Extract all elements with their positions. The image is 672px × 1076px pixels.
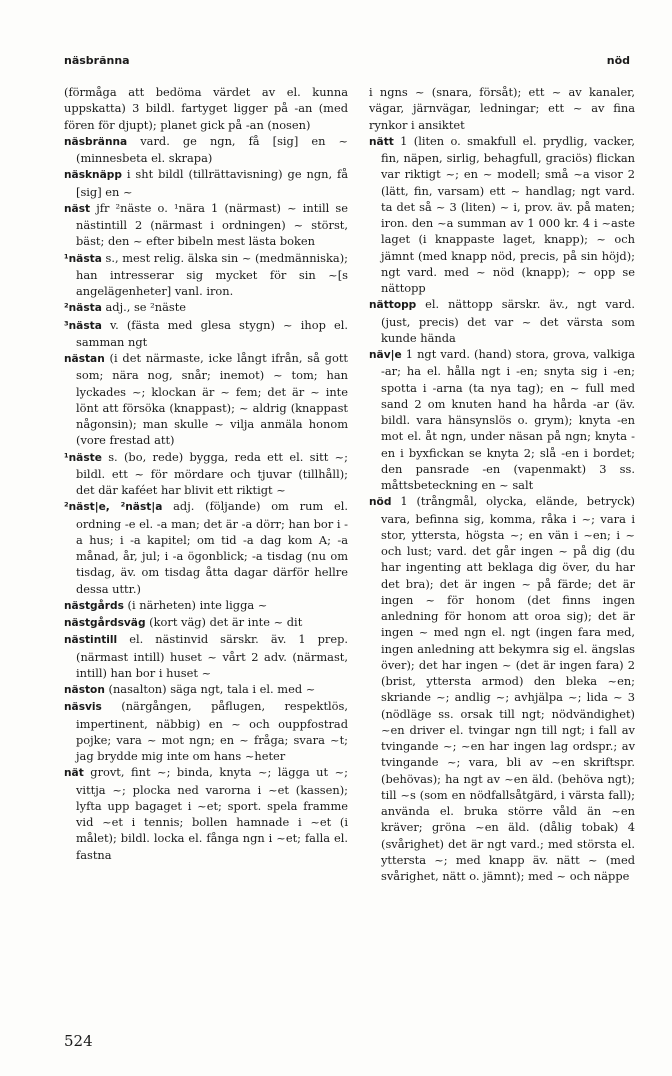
dictionary-entry	[369, 84, 635, 133]
entry-definition: jfr ²näste o. ¹nära 1 (närmast) ~ intill se nästintill 2 (närmast i ordningen) ~ störst, bäst; den ~ efter bibeln mest lästa boken	[76, 200, 348, 249]
dictionary-entry	[369, 133, 635, 297]
dictionary-entry	[64, 764, 348, 863]
headword: näsbränna	[64, 135, 128, 148]
dictionary-entry	[369, 493, 635, 884]
headword: nästintill	[64, 634, 118, 647]
dictionary-entry	[64, 498, 348, 597]
entry-definition: (förmåga att bedöma värdet av el. kunna uppskatta) 3 bildl. fartyget ligger på -an (med fören för djupt); planet gick på -an (nosen)	[64, 85, 348, 132]
headword: nöd	[369, 496, 392, 509]
headword: näv|e	[369, 349, 402, 361]
dictionary-entry	[64, 350, 348, 449]
entry-definition: 1 (trångmål, olycka, elände, betryck) vara, befinna sig, komma, råka i ~; vara i stor, yttersta, högsta ~; en vän i ~en; i ~ och lust; vard. det går ingen ~ på dig (du har ingenting att beklaga dig över, du har det bra); det är ingen ~ på färde; det är ingen ~ för honom (det finns ingen anledning för honom att oroa sig); det är ingen ~ med ngn el. ngt (ingen fara med, ingen anledning att bekymra sig el. ängslas över); det har ingen ~ (det är ingen fara) 2 (brist, yttersta armod) den bleka ~en; skriande ~; andlig ~; avhjälpa ~; lida ~ 3 (nödläge ss. orsak till ngt; nödvändighet) ~en driver el. tvingar ngn till ngt; i fall av tvingande ~; ~en har ingen lag ordspr.; av tvingande ~; vara, bli av ~en skriftspr. (behövas); ha ngt av ~en äld. (behöva ngt); till ~s (som en nödfallsåtgärd, i värsta fall); använda el. bruka större våld än ~en kräver; gröna ~en äld. (dålig tobak) 4 (svårighet) det är ngt vard.; med största el. yttersta ~; med knapp äv. nätt ~ (med svårighet, nätt o. jämnt); med ~ och näppe	[381, 494, 635, 883]
dictionary-entry	[64, 317, 348, 351]
column-left	[64, 84, 348, 863]
page-number: 524	[64, 1032, 93, 1050]
entry-definition: (i närheten) inte ligga ~	[123, 597, 268, 612]
headword: näsvis	[64, 701, 102, 714]
headword: nästgårds	[64, 599, 124, 612]
entry-definition: (i det närmaste, icke långt ifrån, så gott som; nära nog, snår; inemot) ~ tom; han lyckades ~; klockan är ~ fem; det är ~ inte lönt att försöka (knappast); ~ aldrig (knappast någonsin); man skulle ~ vilja anmäla honom (vore frestad att)	[76, 351, 348, 448]
dictionary-entry	[64, 166, 348, 200]
entry-definition: 1 (liten o. smakfull el. prydlig, vacker, fin, näpen, sirlig, behagfull, graciös) flickan var riktigt ~; en ~ modell; små ~a visor 2 (lätt, fin, varsam) ett ~ handlag; ngt vard. ta det så ~ 3 (liten) ~ i, prov. äv. på maten; iron. den ~a summan av 1 000 kr. 4 i ~aste laget (i knappaste laget, knapp); ~ och jämnt (med knapp nöd, precis, på sin höjd); ngt vard. med ~ nöd (knapp); ~ opp se nättopp	[381, 133, 635, 295]
headword: ³nästa	[64, 319, 102, 332]
dictionary-entry	[64, 84, 348, 133]
entry-definition: i sht bildl (tillrättavisning) ge ngn, få [sig] en ~	[76, 167, 348, 199]
headword: ²näst|e, ²näst|a	[64, 501, 163, 514]
entry-definition: s. (bo, rede) bygga, reda ett el. sitt ~; bildl. ett ~ för mördare och tjuvar (tillhåll); det där kaféet har blivit ett riktigt ~	[76, 449, 348, 497]
headword: ¹näste	[64, 451, 102, 464]
entry-definition: (nasalton) säga ngt, tala i el. med ~	[104, 682, 316, 696]
entry-definition: el. nästinvid särskr. äv. 1 prep. (närmast intill) huset ~ vårt 2 adv. (närmast, intill) han bor i huset ~	[76, 632, 348, 680]
entry-definition: grovt, fint ~; binda, knyta ~; lägga ut ~; vittja ~; plocka ned varorna i ~et (kassen); lyfta upp bagaget i ~et; sport. spela framme vid ~et i tennis; bollen hamnade i ~et (i målet); bildl. locka el. fånga ngn i ~et; falla el. fastna	[76, 765, 348, 862]
dictionary-entry	[64, 133, 348, 167]
dictionary-entry	[64, 200, 348, 250]
headword: näsknäpp	[64, 169, 122, 182]
headword: nätt	[369, 135, 394, 148]
running-head-right: nöd	[606, 54, 630, 67]
dictionary-entry	[64, 681, 348, 698]
dictionary-entry	[369, 346, 635, 493]
dictionary-entry	[64, 449, 348, 499]
entry-definition: adj., se ²näste	[101, 300, 187, 315]
entry-definition: el. nättopp särskr. äv., ngt vard. (just, precis) det var ~ det värsta som kunde hända	[381, 297, 635, 345]
dictionary-entry	[64, 299, 348, 316]
dictionary-entry	[64, 250, 348, 300]
dictionary-entry	[64, 698, 348, 764]
headword: näston	[64, 684, 105, 696]
entry-definition: s., mest relig. älska sin ~ (medmänniska); han intresserar sig mycket för sin ~[s angelägenheter] vanl. iron.	[76, 250, 348, 298]
dictionary-entry	[64, 631, 348, 681]
entry-definition: (kort väg) det är inte ~ dit	[145, 615, 303, 629]
entry-definition: 1 ngt vard. (hand) stora, grova, valkiga -ar; ha el. hålla ngt i -en; snyta sig i -en; spotta i -arna (ta nya tag); en ~ full med sand 2 om knuten hand ha hårda -ar (äv. bildl. vara hänsynslös o. grym); knyta -en mot el. åt ngn, under näsan på ngn; knyta -en i byxfickan se knyta 2; slå -en i bordet; den pansrade -en (vapenmakt) 3 ss. måttsbeteckning en ~ salt	[381, 347, 635, 492]
headword: näst	[64, 202, 91, 215]
running-head-left: näsbrănna	[64, 54, 130, 67]
dictionary-entry	[369, 296, 635, 346]
headword: ¹nästa	[64, 252, 102, 265]
entry-definition: adj. (följande) om rum el. ordning -e el. -a man; det är -a dörr; han bor i -a hus; i -a kapitel; om tid -a dag kom A; -a månad, år, jul; i -a ögonblick; -a tisdag (nu om tisdag, äv. om tisdag åtta dagar därför hellre dessa uttr.)	[76, 499, 348, 596]
column-right	[369, 84, 635, 884]
dictionary-entry	[64, 614, 348, 631]
headword: nästgårdsväg	[64, 617, 146, 629]
dictionary-entry	[64, 597, 348, 614]
headword: nästan	[64, 353, 105, 365]
entry-definition: v. (fästa med glesa stygn) ~ ihop el. samman ngt	[76, 317, 348, 349]
headword: nättopp	[369, 299, 417, 312]
entry-definition: i ngns ~ (snara, försåt); ett ~ av kanaler, vägar, järnvägar, ledningar; ett ~ av fina rynkor i ansiktet	[369, 85, 635, 132]
headword: nät	[64, 767, 84, 780]
headword: ²nästa	[64, 302, 102, 315]
entry-definition: vard. ge ngn, få [sig] en ~ (minnesbeta el. skrapa)	[76, 133, 348, 165]
entry-definition: (närgången, påflugen, respektlös, impertinent, näbbig) en ~ och ouppfostrad pojke; vara ~ mot ngn; en ~ fråga; svara ~t; jag brydde mig inte om hans ~heter	[76, 699, 348, 763]
